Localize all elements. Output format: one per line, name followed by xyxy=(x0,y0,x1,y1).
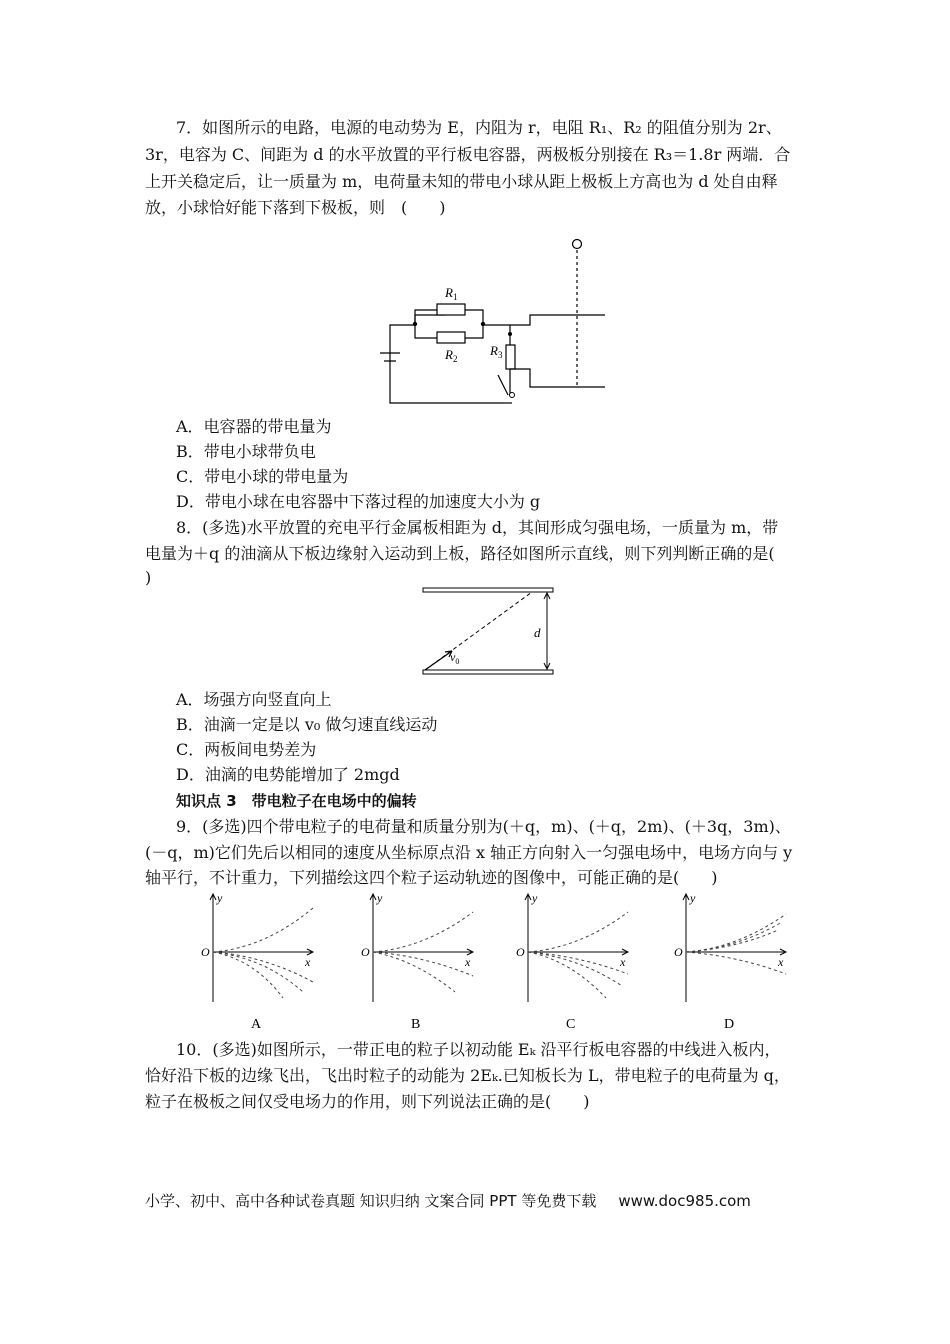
svg-text:y: y xyxy=(532,891,538,905)
q7-line-3: 上开关稳定后，让一质量为 m，电荷量未知的带电小球从距上极板上方高也为 d 处自由释 xyxy=(145,172,778,191)
q9-graph-c xyxy=(510,890,650,1035)
q8-line-2: 电量为＋q 的油滴从下板边缘射入运动到上板，路径如图所示直线，则下列判断正确的是( xyxy=(145,544,775,563)
svg-text:x: x xyxy=(305,955,311,969)
q8-option-a: A．场强方向竖直向上 xyxy=(176,690,332,709)
graph-a-label: A xyxy=(251,1017,262,1032)
q7-option-d: D．带电小球在电容器中下落过程的加速度大小为 g xyxy=(176,492,541,511)
svg-text:O: O xyxy=(361,945,370,959)
section-heading: 知识点 3 带电粒子在电场中的偏转 xyxy=(176,792,417,810)
q8-option-d: D．油滴的电势能增加了 2mgd xyxy=(176,765,400,784)
q7-option-c: C．带电小球的带电量为 xyxy=(176,467,349,486)
q7-option-a: A．电容器的带电量为 xyxy=(176,417,332,436)
svg-text:y: y xyxy=(217,891,223,905)
svg-text:y: y xyxy=(377,891,383,905)
q7-line-1: 7．如图所示的电路，电源的电动势为 E，内阻为 r，电阻 R₁、R₂ 的阻值分别为 2r、 xyxy=(176,118,782,137)
q8-line-1: 8．(多选)水平放置的充电平行金属板相距为 d，其间形成匀强电场，一质量为 m，带 xyxy=(176,518,779,537)
q9-graph-a xyxy=(195,890,335,1035)
q10-line-1: 10．(多选)如图所示，一带正电的粒子以初动能 Eₖ 沿平行板电容器的中线进入板内， xyxy=(176,1040,781,1059)
d-label: d xyxy=(534,625,541,640)
q9-line-2: (－q，m)它们先后以相同的速度从坐标原点沿 x 轴正方向射入一匀强电场中，电场方向与 y xyxy=(145,843,793,862)
svg-text:x: x xyxy=(465,955,471,969)
q9-line-3: 轴平行，不计重力，下列描绘这四个粒子运动轨迹的图像中，可能正确的是( ) xyxy=(145,868,718,887)
footer-text: 小学、初中、高中各种试卷真题 知识归纳 文案合同 PPT 等免费下载 xyxy=(145,1192,597,1210)
r1-label: $R_1$ xyxy=(445,285,458,302)
q9-graph-b xyxy=(355,890,495,1035)
q7-option-b: B．带电小球带负电 xyxy=(176,442,316,461)
svg-text:O: O xyxy=(201,945,210,959)
page-footer xyxy=(145,1190,751,1211)
q8-plates-figure xyxy=(420,585,560,680)
graph-b-label: B xyxy=(411,1017,421,1032)
q9-graph-d xyxy=(668,890,808,1035)
v0-label: $v_0$ xyxy=(450,650,460,666)
svg-text:x: x xyxy=(620,955,626,969)
q7-circuit-figure xyxy=(370,235,620,410)
r2-label: $R_2$ xyxy=(445,347,458,364)
graph-d-label: D xyxy=(724,1017,735,1032)
q8-line-3: ) xyxy=(145,568,152,587)
q7-line-2: 3r，电容为 C、间距为 d 的水平放置的平行板电容器，两极板分别接在 R₃＝1.8r 两端．合 xyxy=(145,145,791,164)
svg-text:x: x xyxy=(778,955,784,969)
svg-text:y: y xyxy=(690,891,696,905)
graph-c-label: C xyxy=(566,1017,576,1032)
svg-text:O: O xyxy=(516,945,525,959)
r3-label: $R_3$ xyxy=(490,343,503,360)
svg-text:O: O xyxy=(674,945,683,959)
q10-line-2: 恰好沿下板的边缘飞出，飞出时粒子的动能为 2Eₖ.已知板长为 L，带电粒子的电荷量为 q， xyxy=(145,1066,790,1085)
q8-option-c: C．两板间电势差为 xyxy=(176,740,317,759)
q7-line-4: 放，小球恰好能下落到下极板，则 ( ) xyxy=(145,198,446,217)
q8-option-b: B．油滴一定是以 v₀ 做匀速直线运动 xyxy=(176,715,438,734)
footer-url[interactable]: www.doc985.com xyxy=(618,1192,751,1210)
q9-line-1: 9．(多选)四个带电粒子的电荷量和质量分别为(＋q，m)、(＋q，2m)、(＋3q，3m)、 xyxy=(176,817,791,836)
q10-line-3: 粒子在极板之间仅受电场力的作用，则下列说法正确的是( ) xyxy=(145,1092,590,1111)
